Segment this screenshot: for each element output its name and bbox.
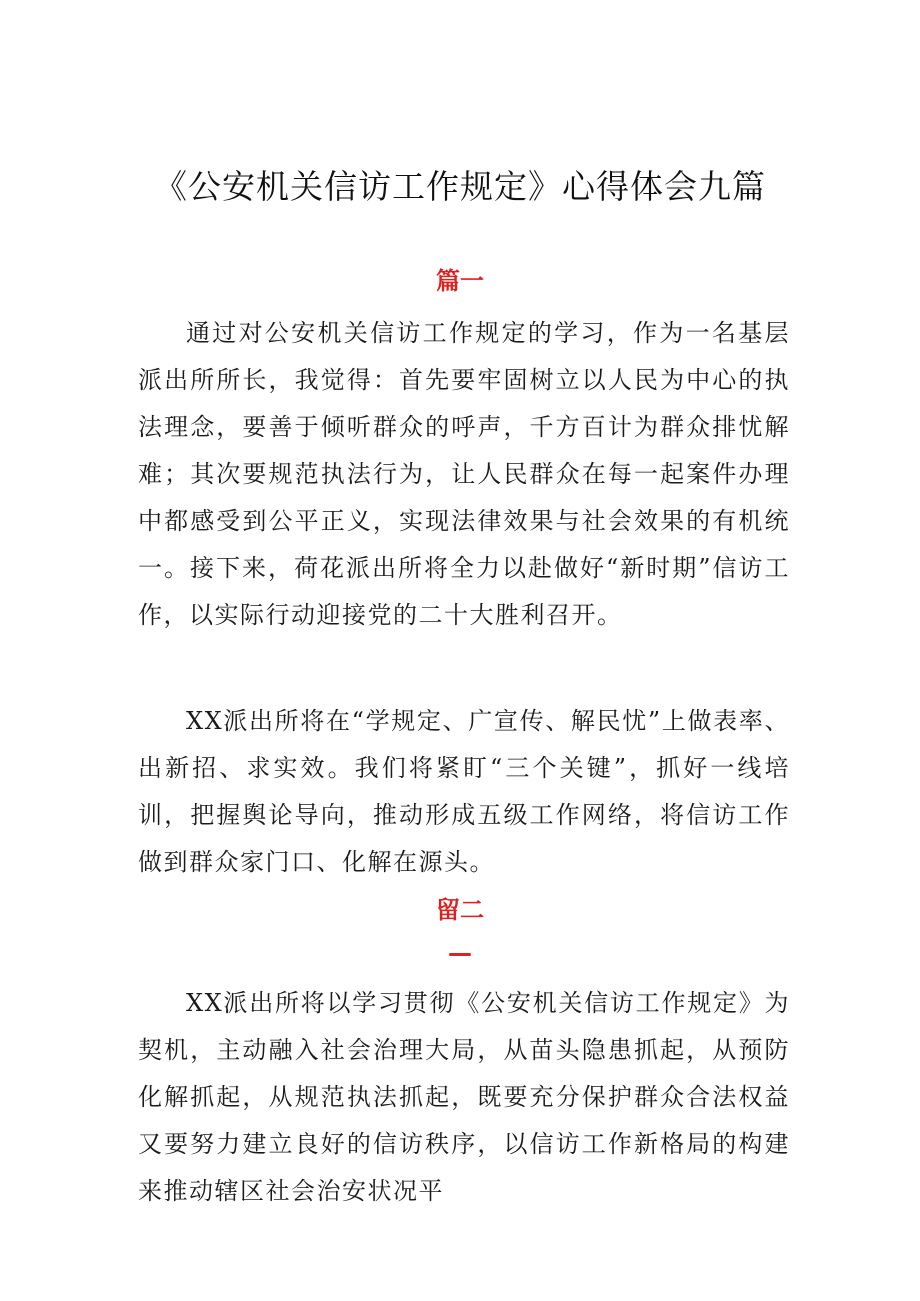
section-heading-2: 留二 — [436, 896, 484, 924]
section-1-paragraph-1: 通过对公安机关信访工作规定的学习，作为一名基层派出所所长，我觉得：首先要牢固树立以人民为中心的执法理念，要善于倾听群众的呼声，千方百计为群众排忧解难；其次要规范执法行为，让人民群众在每一起案件办理中都感受到公平正义，实现法律效果与社会效果的有机统一。接下来，荷花派出所将全力以赴做好“新时期”信访工作，以实际行动迎接党的二十大胜利召开。 — [138, 319, 790, 629]
section-heading-2-dash: — — [448, 939, 472, 967]
document-title: 《公安机关信访工作规定》心得体会九篇 — [154, 167, 766, 206]
section-heading-1: 篇一 — [436, 267, 484, 295]
section-1-paragraph-2: XX派出所将在“学规定、广宣传、解民忧”上做表率、出新招、求实效。我们将紧盯“三个关键”，抓好一线培训，把握舆论导向，推动形成五级工作网络，将信访工作做到群众家门口、化解在源头。 — [138, 707, 790, 876]
section-2-paragraph-1: XX派出所将以学习贯彻《公安机关信访工作规定》为契机，主动融入社会治理大局，从苗头隐患抓起，从预防化解抓起，从规范执法抓起，既要充分保护群众合法权益又要努力建立良好的信访秩序，以信访工作新格局的构建来推动辖区社会治安状况平 — [138, 989, 790, 1205]
